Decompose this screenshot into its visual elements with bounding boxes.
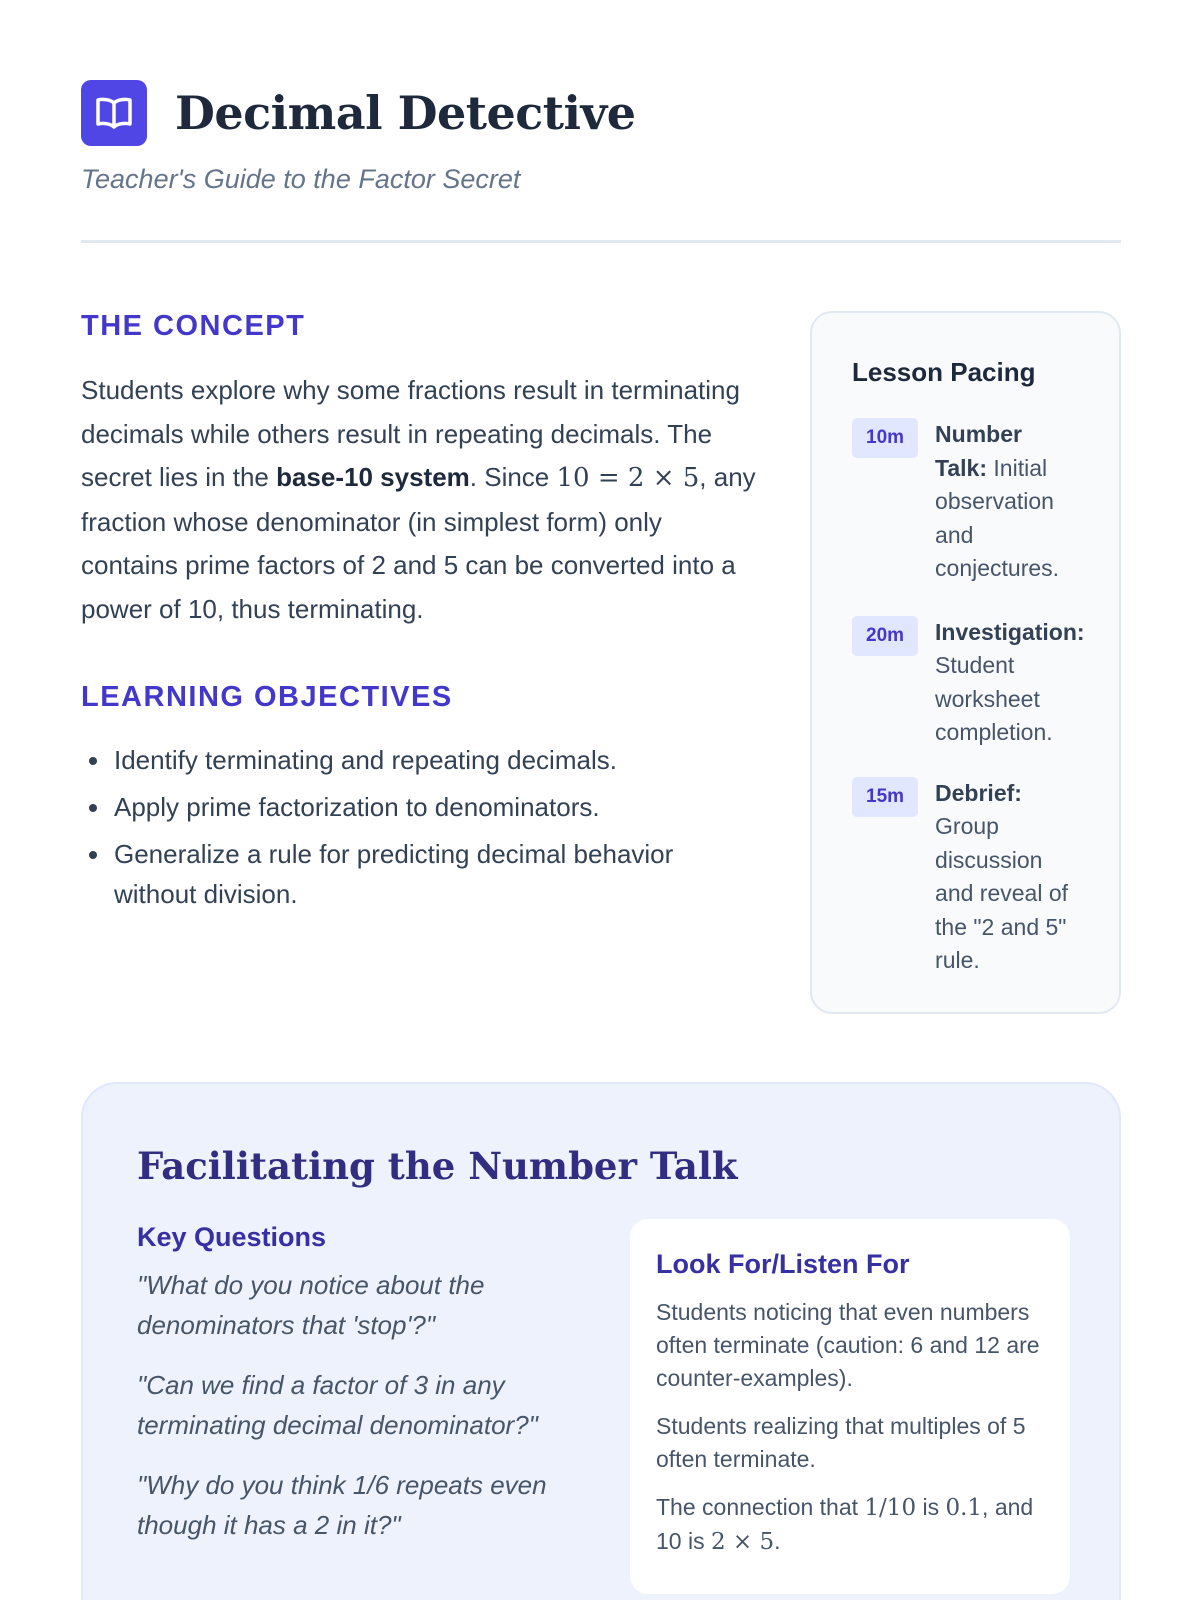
- document-title: Decimal Detective: [175, 86, 636, 140]
- key-question: "Can we find a factor of 3 in any terminating decimal denominator?": [137, 1370, 538, 1440]
- lesson-pacing-card: [810, 311, 1121, 1014]
- concept-bold-term: base-10 system: [276, 462, 470, 492]
- objectives-list: [81, 740, 761, 914]
- concept-text-part: . Since: [469, 462, 557, 492]
- concept-text-part: , any fraction whose denominator (in simplest form) only contains prime factors of 2 and 5 can be converted into a power of 10, thus terminating.: [81, 462, 756, 624]
- pacing-title: Lesson Pacing: [852, 357, 1036, 387]
- look-for-item: [656, 1491, 1044, 1559]
- key-questions-heading: Key Questions: [137, 1222, 327, 1252]
- pacing-text: Group discussion and reveal of the "2 and 5" rule.: [935, 813, 1069, 973]
- concept-paragraph: [81, 369, 761, 631]
- number-talk-card: [81, 1082, 1121, 1600]
- pacing-label: Investigation:: [935, 618, 1085, 645]
- look-for-heading: Look For/Listen For: [656, 1249, 910, 1279]
- look-for-box: [630, 1219, 1070, 1594]
- math-expression: 0.1: [945, 1495, 983, 1521]
- pacing-text: Initial observation and conjectures.: [935, 454, 1060, 581]
- header-divider: [81, 240, 1121, 243]
- duration-badge: 10m: [852, 418, 918, 458]
- pacing-item: [852, 777, 1099, 978]
- look-for-item: Students realizing that multiples of 5 often terminate.: [656, 1413, 1026, 1472]
- look-for-text-part: is: [916, 1494, 946, 1520]
- duration-badge: 20m: [852, 616, 918, 656]
- header: [81, 80, 1121, 195]
- pacing-label: Number Talk:: [935, 421, 1022, 481]
- key-question: "What do you notice about the denominators that 'stop'?": [137, 1270, 485, 1340]
- document-subtitle: Teacher's Guide to the Factor Secret: [81, 164, 521, 194]
- pacing-label: Debrief:: [935, 779, 1022, 806]
- math-expression: 1/10: [864, 1495, 917, 1521]
- objectives-heading: LEARNING OBJECTIVES: [81, 681, 453, 713]
- key-questions-list: [137, 1265, 577, 1545]
- list-item: Identify terminating and repeating decimals.: [81, 740, 761, 780]
- pacing-text: Student worksheet completion.: [935, 652, 1053, 745]
- list-item: Generalize a rule for predicting decimal behavior without division.: [81, 834, 761, 914]
- concept-math-expression: 10 = 2 × 5: [556, 463, 700, 493]
- number-talk-title: Facilitating the Number Talk: [137, 1144, 738, 1188]
- open-book-icon: [81, 80, 147, 146]
- pacing-item: [852, 616, 1099, 750]
- concept-text-part: Students explore why some fractions result in terminating decimals while others result in repeating decimals. The secret lies in the: [81, 375, 740, 492]
- look-for-text-part: The connection that: [656, 1494, 865, 1520]
- key-questions-column: [137, 1222, 577, 1565]
- key-question: "Why do you think 1/6 repeats even though it has a 2 in it?": [137, 1470, 547, 1540]
- pacing-description: [935, 777, 1069, 978]
- main-column: [81, 310, 761, 921]
- look-for-item: Students noticing that even numbers often terminate (caution: 6 and 12 are counter-examples).: [656, 1299, 1040, 1391]
- look-for-text-part: .: [774, 1528, 781, 1554]
- pacing-description: [935, 418, 1075, 586]
- pacing-description: [935, 616, 1095, 750]
- brand-row: [81, 80, 1121, 146]
- concept-heading: THE CONCEPT: [81, 310, 306, 342]
- look-for-text-part: , and 10 is: [656, 1494, 1034, 1554]
- math-expression: 2 × 5: [710, 1529, 775, 1555]
- list-item: Apply prime factorization to denominators.: [81, 787, 761, 827]
- duration-badge: 15m: [852, 777, 918, 817]
- pacing-item: [852, 418, 1099, 586]
